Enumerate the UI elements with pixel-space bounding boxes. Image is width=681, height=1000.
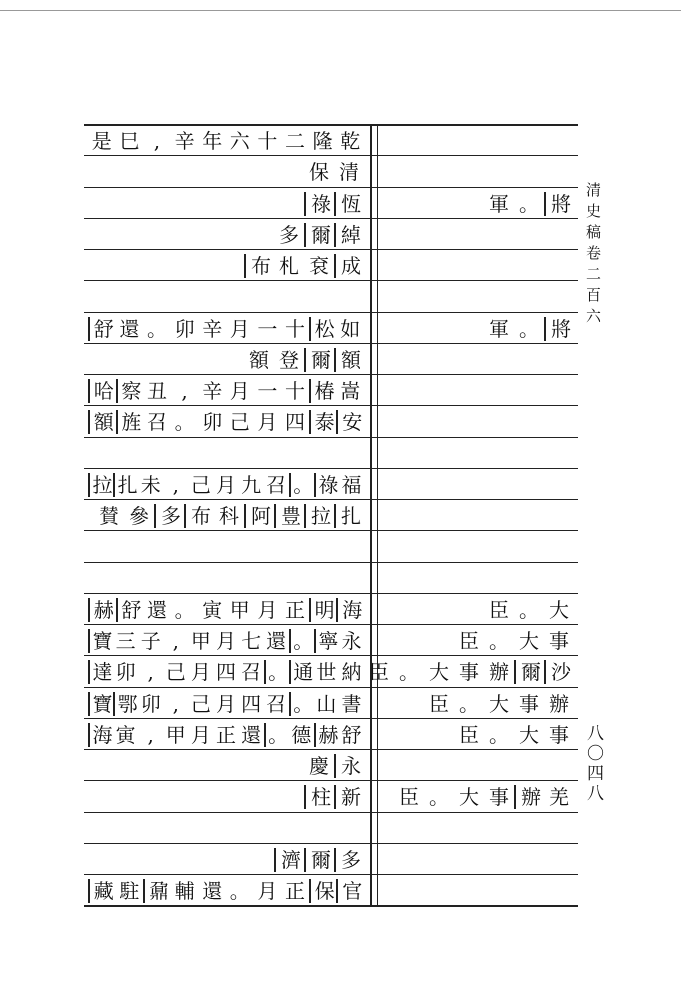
left-char: 巳 [119,129,140,153]
left-char: 賛 [99,504,119,528]
left-char: 卯 [174,316,195,341]
left-char: 未 [140,472,161,497]
left-char: 四 [215,660,236,685]
left-char: 舒 [341,722,362,747]
office-holder-cell [88,719,364,750]
left-char: 月 [257,879,278,903]
left-char: 綽 [334,223,366,247]
office-title-cell [380,188,574,219]
left-char: 布 [184,504,216,528]
table-row [84,813,578,844]
right-char: 辦 [514,785,546,809]
office-holder-cell [88,844,364,875]
table-row [84,281,578,312]
scan-edge-line [0,10,681,11]
left-char: 柱 [304,785,336,809]
table-row [84,750,578,781]
office-holder-cell [88,500,364,531]
table-row [84,594,578,625]
right-char: 。 [459,691,479,716]
right-char: 將 [544,317,576,341]
left-char: 登 [279,347,299,372]
left-char: 袞 [309,254,329,278]
office-holder-cell [88,156,364,187]
left-char: 旌 [116,410,146,434]
left-char: 二 [284,129,305,153]
left-char: 世 [316,660,337,685]
office-holder-cell [88,563,364,594]
left-char: 通 [289,660,316,684]
left-char: 布 [244,254,276,278]
left-char: 官 [336,879,366,903]
left-char: 己 [229,410,250,435]
table-row [84,875,578,906]
right-char: 沙 [544,660,576,684]
left-char: 四 [241,691,262,716]
left-char: 月 [229,379,250,403]
left-char: 月 [215,691,236,716]
left-char: 月 [215,472,236,497]
right-char: 臣 [429,691,449,716]
left-char: 丑 [146,379,167,403]
office-title-cell [380,344,574,375]
left-char: 舒 [116,598,146,622]
left-char: 扎 [113,473,140,497]
left-char: 甲 [190,629,211,653]
left-char: 爾 [304,348,336,372]
office-title-cell [380,281,574,312]
left-char: 七 [241,629,262,653]
left-char: 己 [190,691,211,716]
right-char: 臣 [459,722,479,747]
office-title-cell [380,375,574,406]
left-char: 還 [119,316,140,341]
table-row [84,344,578,375]
table-row [84,250,578,281]
official-roster-table [84,124,578,906]
table-row [84,313,578,344]
left-char: 多 [334,848,366,872]
left-char: 明 [309,598,339,622]
right-char: 臣 [489,597,509,622]
left-char: 甲 [165,722,186,747]
left-char: 成 [334,254,366,278]
office-title-cell [380,500,574,531]
left-char: 甲 [229,597,250,622]
table-row [84,219,578,250]
left-char: 赫 [314,723,341,747]
office-holder-cell [88,688,364,719]
left-char: 一 [257,379,278,403]
office-title-cell [380,406,574,437]
left-char: 。 [229,879,250,903]
table-row [84,125,578,156]
left-char: 額 [249,347,269,372]
left-char: 。 [264,723,291,747]
left-char: , [172,629,179,653]
right-char: 大 [489,691,509,716]
right-char: 大 [429,660,449,685]
office-holder-cell [88,750,364,781]
table-row [84,625,578,656]
book-title: 清史稿卷二百六 [584,182,602,329]
left-char: , [181,379,188,403]
left-char: 永 [341,629,362,653]
page-number: 八〇四八 [583,724,603,804]
left-char: , [147,722,154,747]
office-title-cell [380,125,574,156]
left-char: 鄂 [113,692,140,716]
office-title-cell [369,656,574,687]
left-char: 正 [215,722,236,747]
left-char: 祿 [314,473,341,497]
left-char: 山 [316,691,337,716]
left-char: 還 [241,722,262,747]
left-char: 六 [229,129,250,153]
table-row [84,656,578,687]
left-char: 召 [146,410,167,435]
office-title-cell [380,156,574,187]
office-holder-cell [88,438,364,469]
office-holder-cell [88,281,364,312]
office-title-cell [380,719,574,750]
table-row [84,469,578,500]
right-char: 。 [429,785,449,810]
right-char: 。 [519,316,539,341]
right-char: 大 [519,722,539,747]
left-char: 是 [91,129,112,153]
left-char: 月 [190,660,211,685]
left-char: 多 [154,504,186,528]
left-char: 十 [284,316,305,341]
left-char: 。 [174,597,195,622]
office-title-cell [380,563,574,594]
table-row [84,438,578,469]
left-char: 九 [241,472,262,497]
left-char: 鼐 [143,879,173,903]
right-char: 。 [489,629,509,653]
left-char: 。 [289,692,316,716]
right-char: 辦 [549,691,569,716]
right-char: 軍 [489,191,509,216]
left-char: 書 [341,691,362,716]
office-title-cell [380,813,574,844]
office-title-cell [380,531,574,562]
office-holder-cell [88,656,364,687]
left-char: 如 [340,316,361,341]
office-holder-cell [88,406,364,437]
left-char: 年 [202,129,223,153]
left-char: 扎 [334,504,366,528]
left-char: , [172,691,179,716]
left-char: 爾 [304,848,336,872]
left-char: 察 [116,379,146,403]
left-char: 濟 [274,848,306,872]
left-char: 卯 [202,410,223,435]
left-char: 卯 [115,660,136,685]
left-char: 月 [257,597,278,622]
left-char: 科 [219,504,239,528]
left-char: 清 [339,160,359,185]
left-char: 祿 [304,192,336,216]
left-char: 保 [309,160,329,185]
office-title-cell [380,750,574,781]
office-title-cell [380,625,574,656]
right-char: 。 [489,722,509,747]
left-char: 輔 [174,879,195,903]
left-char: 嵩 [340,379,361,403]
left-char: 慶 [309,754,329,778]
office-holder-cell [88,188,364,219]
left-char: 四 [284,410,305,435]
left-char: , [147,660,154,685]
left-char: 新 [334,785,366,809]
left-char: 寶 [88,629,115,653]
left-char: 拉 [88,473,115,497]
office-title-cell [380,469,574,500]
left-char: 。 [146,316,167,341]
left-char: 赫 [88,598,118,622]
left-char: 。 [174,410,195,435]
left-char: 札 [279,254,299,278]
left-char: 己 [165,660,186,685]
left-char: 月 [215,629,236,653]
left-char: 永 [334,754,366,778]
left-char: 乾 [340,129,361,153]
office-holder-cell [88,531,364,562]
right-char: 事 [549,629,569,653]
left-char: 月 [257,410,278,435]
left-char: 寧 [314,629,341,653]
left-char: 還 [146,597,167,622]
table-row [84,375,578,406]
left-char: 藏 [88,879,118,903]
office-holder-cell [88,594,364,625]
left-char: 寅 [115,722,136,747]
left-char: 達 [88,660,115,684]
right-char: 。 [399,660,419,685]
table-row [84,188,578,219]
left-char: 爾 [304,223,336,247]
office-title-cell [380,250,574,281]
left-char: 椿 [309,379,339,403]
left-char: 三 [115,629,136,653]
table-bottom-rule [84,905,578,907]
left-char: 額 [88,410,118,434]
right-char: 事 [549,722,569,747]
office-holder-cell [88,625,364,656]
left-char: 保 [309,879,339,903]
left-char: 拉 [304,504,336,528]
office-holder-cell [88,219,364,250]
left-char: 松 [309,317,339,341]
right-char: 臣 [369,660,389,685]
office-title-cell [380,781,574,812]
left-char: 子 [140,629,161,653]
left-char: 召 [266,691,287,716]
left-char: 還 [266,629,287,653]
left-char: 多 [279,222,299,247]
right-char: 事 [489,785,509,810]
left-char: 辛 [174,129,195,153]
left-char: 卯 [140,691,161,716]
office-title-cell [380,844,574,875]
right-char: 臣 [399,785,419,810]
left-char: 納 [341,660,362,685]
left-char: 泰 [309,410,339,434]
left-char: 豊 [274,504,306,528]
office-title-cell [380,438,574,469]
right-char: 大 [549,597,569,622]
left-char: 召 [266,472,287,497]
left-char: 。 [289,629,316,653]
left-char: 一 [257,316,278,341]
left-char: 召 [241,660,262,685]
left-char: 己 [190,472,211,497]
left-char: 正 [284,879,305,903]
right-char: 軍 [489,316,509,341]
office-title-cell [380,688,574,719]
left-char: 額 [334,348,366,372]
left-char: 舒 [88,317,118,341]
left-char: 阿 [244,504,276,528]
left-char: 福 [341,472,362,497]
left-char: 參 [129,504,149,528]
office-holder-cell [88,813,364,844]
left-char: 月 [229,316,250,341]
left-char: 正 [284,597,305,622]
left-char: 海 [336,598,366,622]
right-char: 臣 [459,629,479,653]
office-title-cell [380,219,574,250]
left-char: , [172,472,179,497]
office-title-cell [380,313,574,344]
office-holder-cell [88,469,364,500]
office-holder-cell [88,344,364,375]
right-char: 大 [459,785,479,810]
left-char: 哈 [88,379,118,403]
left-char: 辛 [202,316,223,341]
office-holder-cell [88,781,364,812]
right-char: 爾 [514,660,546,684]
left-char: 十 [284,379,305,403]
office-holder-cell [88,375,364,406]
office-title-cell [380,594,574,625]
right-char: 事 [519,691,539,716]
left-char: 德 [291,722,312,747]
office-holder-cell [88,875,364,906]
left-char: , [153,129,161,153]
table-row [84,563,578,594]
left-char: 恆 [334,192,366,216]
right-char: 。 [519,597,539,622]
table-row [84,781,578,812]
table-row [84,156,578,187]
table-row [84,844,578,875]
office-holder-cell [88,313,364,344]
left-char: 寶 [88,692,115,716]
left-char: 月 [190,722,211,747]
left-char: 還 [202,879,223,903]
left-char: 駐 [119,879,140,903]
left-char: 。 [289,473,316,497]
table-row [84,688,578,719]
right-char: 辦 [489,660,509,685]
left-char: 安 [336,410,366,434]
right-char: 大 [519,629,539,653]
office-holder-cell [88,125,364,156]
left-char: 隆 [312,129,333,153]
table-row [84,406,578,437]
right-char: 。 [519,191,539,216]
right-char: 將 [544,192,576,216]
office-title-cell [380,875,574,906]
table-row [84,531,578,562]
left-char: 十 [257,129,278,153]
right-char: 羌 [549,785,569,810]
left-char: 辛 [202,379,223,403]
office-holder-cell [88,250,364,281]
table-row [84,500,578,531]
table-row [84,719,578,750]
left-char: 。 [264,660,291,684]
left-char: 寅 [202,597,223,622]
right-char: 事 [459,660,479,685]
left-char: 海 [88,723,115,747]
